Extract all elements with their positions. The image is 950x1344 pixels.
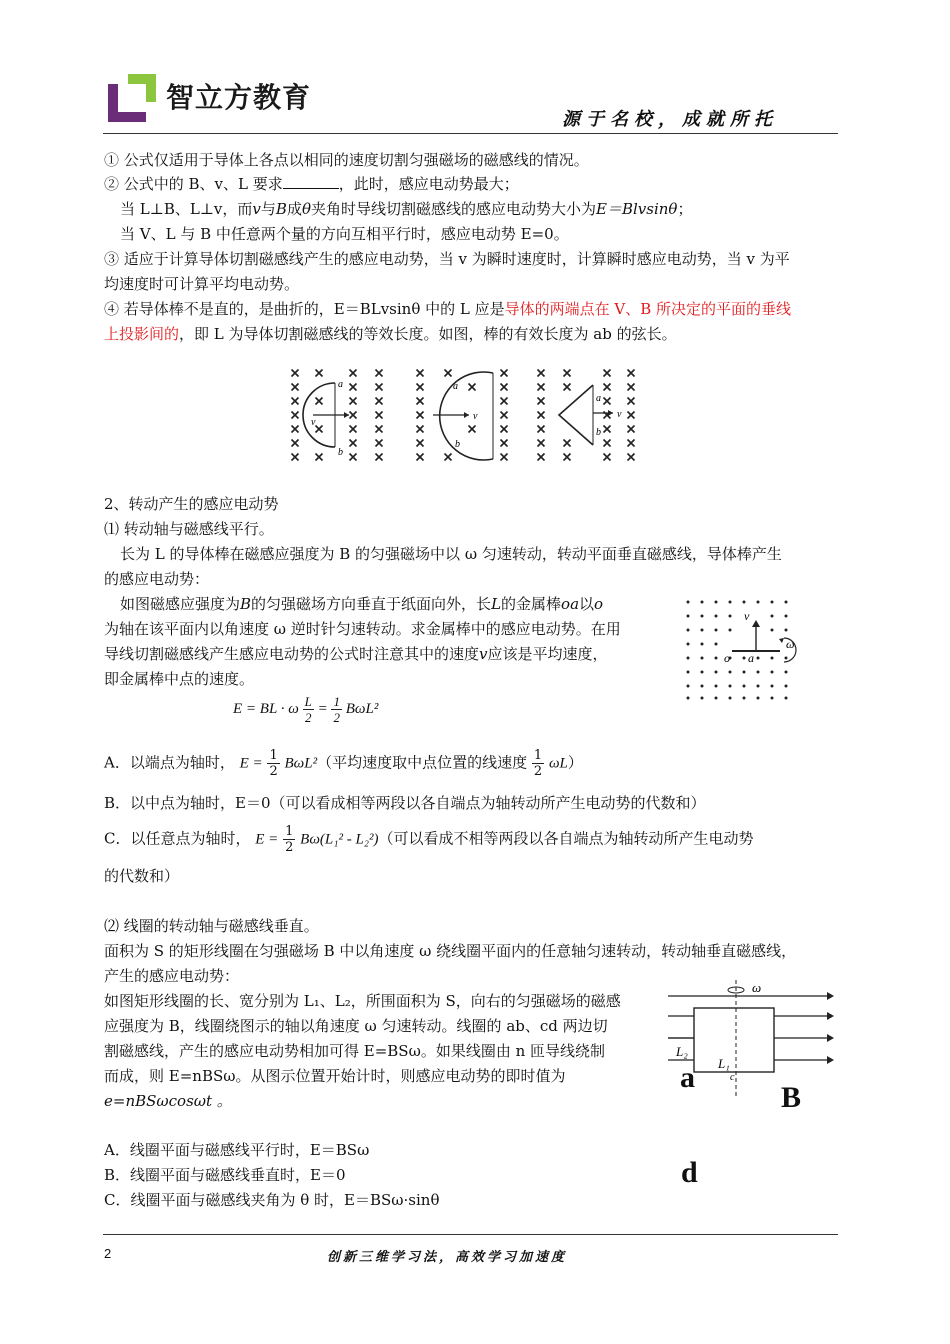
section2-p2-line2: 为轴在该平面内以角速度 ω 逆时针匀速转动。求金属棒中的感应电动势。在用 — [104, 620, 621, 638]
section3-p1-line2: 产生的感应电动势： — [104, 967, 240, 985]
section3-p2-line1: 如图矩形线圈的长、宽分别为 L₁、L₂，所围面积为 S，向右的匀强磁场的磁感 — [104, 992, 621, 1010]
equation-main: E = BL · ω $\frac{L}{2}$ = $\frac{1}{2}$ BωL² — [233, 694, 379, 725]
header-rule — [103, 133, 838, 134]
point-2-parallel: 当 V、L 与 B 中任意两个量的方向互相平行时，感应电动势 E=0。 — [120, 225, 569, 243]
point-2-detail: 当 L⊥B、L⊥v，而v与B成θ夹角时导线切割磁感线的感应电动势大小为E＝Blvsinθ； — [120, 200, 693, 218]
coil-label-omega: ω — [752, 980, 762, 995]
header-slogan: 源于名校，成就所托 — [562, 109, 778, 130]
coil-corner-a: a — [680, 1061, 695, 1094]
coil-corner-B: B — [781, 1081, 802, 1114]
page-number: 2 — [104, 1246, 112, 1261]
fig1b-label-a: a — [453, 381, 458, 392]
rod-label-omega: ω — [786, 637, 795, 651]
point-3-line1: ③ 适应于计算导体切割磁感线产生的感应电动势，当 v 为瞬时速度时，计算瞬时感应电动势，当 v 为平 — [104, 250, 790, 268]
coil-option-b: B．线圈平面与磁感线垂直时，E＝0 — [104, 1166, 346, 1184]
fig1b-label-b: b — [455, 439, 460, 450]
section3-p2-line4: 而成，则 E=nBSω。从图示位置开始计时，则感应电动势的即时值为 — [104, 1067, 566, 1085]
section3-p2-line2: 应强度为 B，线圈绕图示的轴以角速度 ω 匀速转动。线圈的 ab、cd 两边切 — [104, 1017, 608, 1035]
point-2: ② 公式中的 B、v、L 要求 ，此时，感应电动势最大； — [104, 175, 519, 193]
section2-p1-line1: 长为 L 的导体棒在磁感应强度为 B 的匀强磁场中以 ω 匀速转动，转动平面垂直磁感线，导体棒产生 — [120, 545, 782, 563]
point-4-line1: ④ 若导体棒不是直的，是曲折的，E＝BLvsinθ 中的 L 应是导体的两端点在 V、B 所决定的平面的垂线 — [104, 300, 792, 318]
section3-p2-line3: 割磁感线，产生的感应电动势相加可得 E=BSω。如果线圈由 n 匝导线绕制 — [104, 1042, 606, 1060]
coil-label-c: c — [730, 1072, 735, 1083]
rotation-option-b: B．以中点为轴时，E＝0（可以看成相等两段以各自端点为轴转动所产生电动势的代数和） — [104, 794, 706, 812]
section2-p2-line3: 导线切割磁感线产生感应电动势的公式时注意其中的速度v应该是平均速度， — [104, 645, 608, 663]
rotation-option-c: C．以任意点为轴时， E = $\frac{1}{2}$ Bω(L₁² - L₂²)（可以看成不相等两段以各自端点为轴转动所产生电动势 — [104, 824, 754, 855]
coil-option-c: C．线圈平面与磁感线夹角为 θ 时，E＝BSω·sinθ — [104, 1191, 440, 1209]
fig1a-label-b: b — [338, 447, 343, 458]
coil-label-L2: L₂ — [676, 1044, 688, 1059]
footer-rule — [103, 1234, 838, 1235]
section2-p1-line2: 的感应电动势： — [104, 570, 210, 588]
bent-rod-figures — [283, 365, 653, 465]
point-1: ① 公式仅适用于导体上各点以相同的速度切割匀强磁场的磁感线的情况。 — [104, 151, 589, 169]
point-3-line2: 均速度时可计算平均电动势。 — [104, 275, 300, 293]
rod-label-o: o — [724, 651, 730, 665]
rotation-option-a: A．以端点为轴时， E = $\frac{1}{2}$ BωL²（平均速度取中点位置的线速度 $\frac{1}{2}$ ωL） — [104, 748, 583, 779]
rotation-option-c-cont: 的代数和） — [104, 867, 180, 885]
coil-corner-d: d — [681, 1156, 698, 1189]
brand-name: 智立方教育 — [166, 81, 312, 114]
section2-title: 2、转动产生的感应电动势 — [104, 495, 279, 513]
footer-slogan: 创新三维学习法，高效学习加速度 — [327, 1250, 568, 1265]
section2-sub1: ⑴ 转动轴与磁感线平行。 — [104, 520, 274, 538]
section3-p2-line5: e=nBSωcosωt 。 — [104, 1092, 232, 1110]
section3-sub2: ⑵ 线圈的转动轴与磁感线垂直。 — [104, 917, 319, 935]
rotating-rod-figure — [682, 596, 802, 700]
section3-p1-line1: 面积为 S 的矩形线圈在匀强磁场 B 中以角速度 ω 绕线圈平面内的任意轴匀速转动，转动轴垂直磁感线， — [104, 942, 797, 960]
coil-label-L1: L₁ — [718, 1056, 730, 1071]
rod-label-v: v — [744, 609, 750, 623]
coil-option-a: A．线圈平面与磁感线平行时，E＝BSω — [104, 1141, 370, 1159]
fig1a-label-v: v — [311, 417, 316, 428]
fig1c-label-a: a — [596, 393, 601, 404]
fig1b-label-v: v — [473, 411, 478, 422]
section2-p2-line4: 即金属棒中点的速度。 — [104, 670, 255, 688]
fig1a-label-a: a — [338, 379, 343, 390]
point-4-line2: 上投影间的，即 L 为导体切割磁感线的等效长度。如图，棒的有效长度为 ab 的弦长。 — [104, 325, 677, 343]
logo-mark — [106, 72, 158, 124]
fig1c-label-v: v — [617, 409, 622, 420]
fig1c-label-b: b — [596, 427, 601, 438]
section2-p2-line1: 如图磁感应强度为B的匀强磁场方向垂直于纸面向外，长L的金属棒oa以o — [120, 595, 604, 613]
rod-label-a: a — [748, 651, 754, 665]
